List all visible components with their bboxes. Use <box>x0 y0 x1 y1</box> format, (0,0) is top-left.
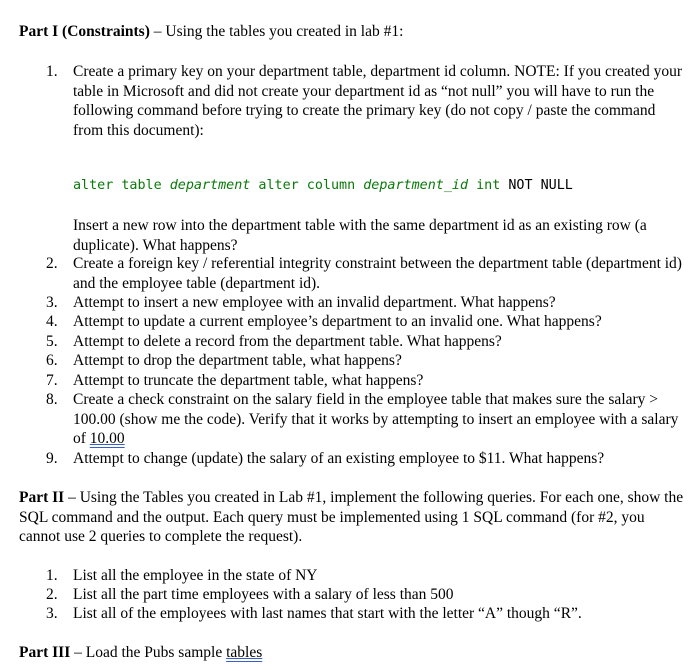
part3-paragraph <box>19 643 688 663</box>
list-item <box>46 216 686 256</box>
item-number: 3. <box>46 294 58 311</box>
item-number: 2. <box>46 255 58 272</box>
list-item <box>46 390 686 450</box>
part2-intro: – Using the Tables you created in Lab #1, implement the following queries. For each one, show the SQL command and the output. Each query must be implemented using 1 SQL command (for #2, you cannot use 2 queries to complete the request). <box>19 489 684 545</box>
code-constraint: NOT NULL <box>508 178 573 193</box>
item-text: Attempt to delete a record from the department table. What happens? <box>73 333 502 350</box>
code-keyword: alter column <box>250 178 364 193</box>
item-number: 3. <box>46 605 58 622</box>
list-item <box>46 254 686 294</box>
item-number: 1. <box>46 567 58 584</box>
item-text: Create a primary key on your department table, department id column. NOTE: If you created your table in Microsoft and did not create your department id as “not null” you will have to run the following command before trying to create the primary key (do not copy / paste the command from this document): <box>73 63 683 139</box>
item-text <box>73 390 686 449</box>
item-text: List all the part time employees with a salary of less than 500 <box>73 586 454 603</box>
item-text: Attempt to drop the department table, what happens? <box>73 352 402 369</box>
item-number: 4. <box>46 313 58 330</box>
part1-heading: Part I (Constraints) <box>19 23 150 40</box>
part3-intro: – Load the Pubs sample <box>70 644 227 661</box>
item-text: Insert a new row into the department table with the same department id as an existing row (a duplicate). What happens? <box>73 217 647 254</box>
part2-paragraph <box>19 488 688 547</box>
code-object: department_id <box>363 178 469 193</box>
item-text-main: Create a check constraint on the salary field in the employee table that makes sure the salary > 100.00 (show me the code). Verify that it works by attempting to insert an employee with a salary of <box>73 391 679 447</box>
item-text: List all of the employees with last names that start with the letter “A” though “R”. <box>73 605 582 622</box>
item-number: 5. <box>46 333 58 350</box>
tables-underlined: tables <box>226 644 263 661</box>
item-number: 8. <box>46 391 58 408</box>
code-object: department <box>169 178 251 193</box>
code-keyword: alter table <box>73 178 170 193</box>
item-text: Attempt to change (update) the salary of an existing employee to $11. What happens? <box>73 450 605 467</box>
item-number: 9. <box>46 450 58 467</box>
sql-code-line <box>73 178 573 193</box>
part3-heading: Part III <box>19 644 71 661</box>
item-number: 6. <box>46 352 58 369</box>
item-text: Attempt to truncate the department table, what happens? <box>73 372 424 389</box>
item-text: Attempt to update a current employee’s department to an invalid one. What happens? <box>73 313 602 330</box>
part2-heading: Part II <box>19 489 65 506</box>
item-number: 1. <box>46 63 58 80</box>
part1-heading-line <box>19 22 688 42</box>
list-item <box>46 62 686 142</box>
item-number: 2. <box>46 586 58 603</box>
item-text: Create a foreign key / referential integrity constraint between the department table (department id) and the employee table (department id). <box>73 255 682 292</box>
part1-intro: – Using the tables you created in lab #1: <box>149 23 404 40</box>
item-text: Attempt to insert a new employee with an invalid department. What happens? <box>73 294 556 311</box>
item-text: List all the employee in the state of NY <box>73 567 318 584</box>
code-type: int <box>468 178 509 193</box>
salary-value-underlined: 10.00 <box>89 430 125 447</box>
item-number: 7. <box>46 372 58 389</box>
